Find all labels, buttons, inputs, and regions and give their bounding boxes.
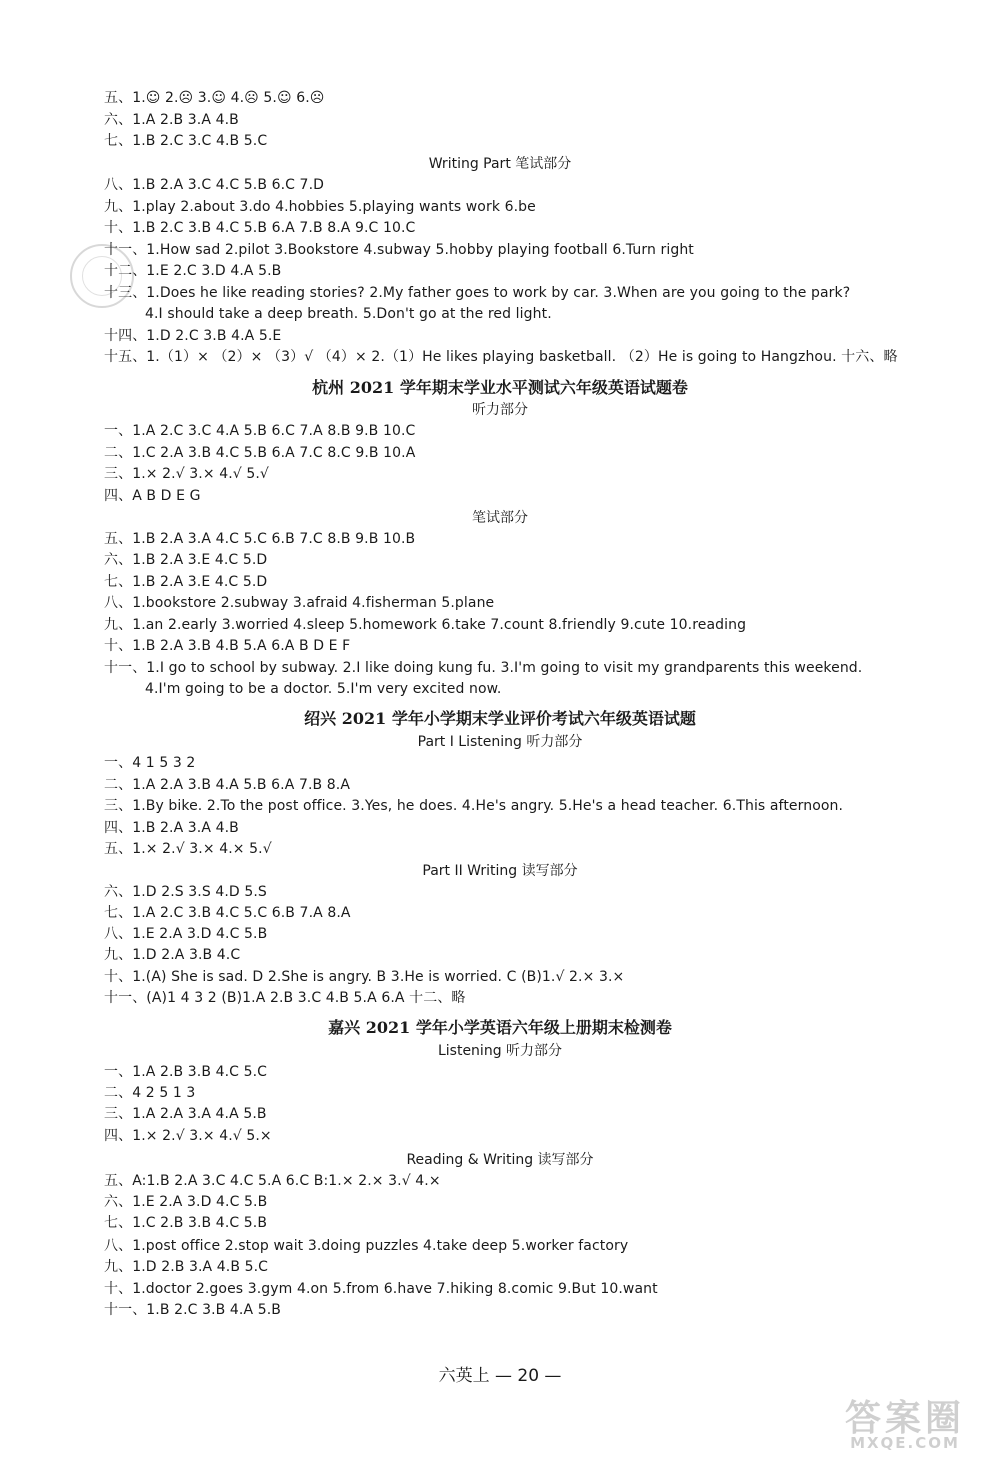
answer-line: 十、1.(A) She is sad. D 2.She is angry. B 3.He is worried. C (B)1.√ 2.× 3.× [104, 969, 625, 985]
answer-line: 八、1.B 2.A 3.C 4.C 5.B 6.C 7.D [104, 177, 324, 193]
section-subtitle: Writing Part 笔试部分 [428, 156, 572, 172]
section-subtitle: 笔试部分 [472, 510, 528, 526]
answer-line: 五、1.× 2.√ 3.× 4.× 5.√ [104, 841, 272, 857]
answer-line: 二、1.A 2.A 3.B 4.A 5.B 6.A 7.B 8.A [104, 777, 351, 793]
answer-line: 七、1.A 2.C 3.B 4.C 5.C 6.B 7.A 8.A [104, 905, 351, 921]
section-subtitle: Reading & Writing 读写部分 [406, 1152, 594, 1168]
watermark-logo [820, 1390, 990, 1456]
answer-line: 七、1.B 2.C 3.C 4.B 5.C [104, 133, 268, 149]
answer-line: 十一、(A)1 4 3 2 (B)1.A 2.B 3.C 4.B 5.A 6.A 十二、略 [104, 990, 466, 1006]
answer-line: 三、1.A 2.A 3.A 4.A 5.B [104, 1106, 267, 1122]
answer-line: 十、1.B 2.A 3.B 4.B 5.A 6.A B D E F [104, 638, 351, 654]
answer-line: 十、1.doctor 2.goes 3.gym 4.on 5.from 6.have 7.hiking 8.comic 9.But 10.want [104, 1281, 658, 1297]
answer-line: 一、1.A 2.C 3.C 4.A 5.B 6.C 7.A 8.B 9.B 10.C [104, 423, 416, 439]
answer-line: 五、1.☺ 2.☹ 3.☺ 4.☹ 5.☺ 6.☹ [104, 90, 325, 106]
answer-line: 4.I should take a deep breath. 5.Don't go at the red light. [145, 306, 552, 322]
answer-line: 三、1.× 2.√ 3.× 4.√ 5.√ [104, 466, 269, 482]
section-subtitle: Part I Listening 听力部分 [417, 734, 583, 750]
answer-line: 十五、1.（1）× （2）× （3）√ （4）× 2.（1）He likes playing basketball. （2）He is going to Hangzhou. 十六、略 [104, 349, 898, 365]
answer-line: 七、1.C 2.B 3.B 4.C 5.B [104, 1215, 268, 1231]
answer-line: 十、1.B 2.C 3.B 4.C 5.B 6.A 7.B 8.A 9.C 10.C [104, 220, 416, 236]
answer-line: 十一、1.I go to school by subway. 2.I like doing kung fu. 3.I'm going to visit my grandparents this weekend. [104, 660, 863, 676]
answer-line: 一、4 1 5 3 2 [104, 755, 196, 771]
answer-line: 八、1.post office 2.stop wait 3.doing puzzles 4.take deep 5.worker factory [104, 1238, 629, 1254]
answer-line: 五、A:1.B 2.A 3.C 4.C 5.A 6.C B:1.× 2.× 3.√ 4.× [104, 1173, 441, 1189]
answer-line: 六、1.E 2.A 3.D 4.C 5.B [104, 1194, 268, 1210]
section-subtitle: 听力部分 [472, 402, 528, 418]
answer-line: 四、A B D E G [104, 488, 201, 504]
answer-line: 九、1.D 2.A 3.B 4.C [104, 947, 241, 963]
answer-line: 八、1.E 2.A 3.D 4.C 5.B [104, 926, 268, 942]
watermark-url: MXQE.COM [850, 1434, 960, 1452]
answer-line: 十一、1.How sad 2.pilot 3.Bookstore 4.subway 5.hobby playing football 6.Turn right [104, 242, 694, 258]
answer-line: 十三、1.Does he like reading stories? 2.My father goes to work by car. 3.When are you going to the park? [104, 285, 851, 301]
watermark-name: 答案圈 [844, 1398, 965, 1439]
answer-line: 六、1.B 2.A 3.E 4.C 5.D [104, 552, 268, 568]
answer-line: 四、1.× 2.√ 3.× 4.√ 5.× [104, 1128, 272, 1144]
answer-line: 九、1.an 2.early 3.worried 4.sleep 5.homework 6.take 7.count 8.friendly 9.cute 10.reading [104, 617, 747, 633]
section-subtitle: Part II Writing 读写部分 [422, 863, 578, 879]
answer-line: 十一、1.B 2.C 3.B 4.A 5.B [104, 1302, 281, 1318]
answer-line: 二、1.C 2.A 3.B 4.C 5.B 6.A 7.C 8.C 9.B 10.A [104, 445, 416, 461]
answer-line: 八、1.bookstore 2.subway 3.afraid 4.fisherman 5.plane [104, 595, 495, 611]
answer-line: 九、1.play 2.about 3.do 4.hobbies 5.playing wants work 6.be [104, 199, 536, 215]
answer-line: 六、1.D 2.S 3.S 4.D 5.S [104, 884, 267, 900]
answer-line: 二、4 2 5 1 3 [104, 1085, 196, 1101]
answer-line: 六、1.A 2.B 3.A 4.B [104, 112, 239, 128]
exam-title-jiaxing: 嘉兴 2021 学年小学英语六年级上册期末检测卷 [328, 1018, 672, 1037]
answer-line: 4.I'm going to be a doctor. 5.I'm very excited now. [145, 681, 502, 697]
answer-line: 十二、1.E 2.C 3.D 4.A 5.B [104, 263, 282, 279]
section-subtitle: Listening 听力部分 [437, 1043, 563, 1059]
answer-line: 五、1.B 2.A 3.A 4.C 5.C 6.B 7.C 8.B 9.B 10.B [104, 531, 416, 547]
answer-line: 七、1.B 2.A 3.E 4.C 5.D [104, 574, 268, 590]
answer-line: 九、1.D 2.B 3.A 4.B 5.C [104, 1259, 269, 1275]
answer-line: 十四、1.D 2.C 3.B 4.A 5.E [104, 328, 282, 344]
answer-line: 一、1.A 2.B 3.B 4.C 5.C [104, 1064, 268, 1080]
exam-title-shaoxing: 绍兴 2021 学年小学期末学业评价考试六年级英语试题 [304, 709, 696, 728]
exam-title-hangzhou: 杭州 2021 学年期末学业水平测试六年级英语试题卷 [312, 378, 688, 397]
page-footer: 六英上 — 20 — [438, 1366, 562, 1386]
answer-line: 四、1.B 2.A 3.A 4.B [104, 820, 239, 836]
answer-line: 三、1.By bike. 2.To the post office. 3.Yes, he does. 4.He's angry. 5.He's a head teacher. 6.This afternoon. [104, 798, 844, 814]
